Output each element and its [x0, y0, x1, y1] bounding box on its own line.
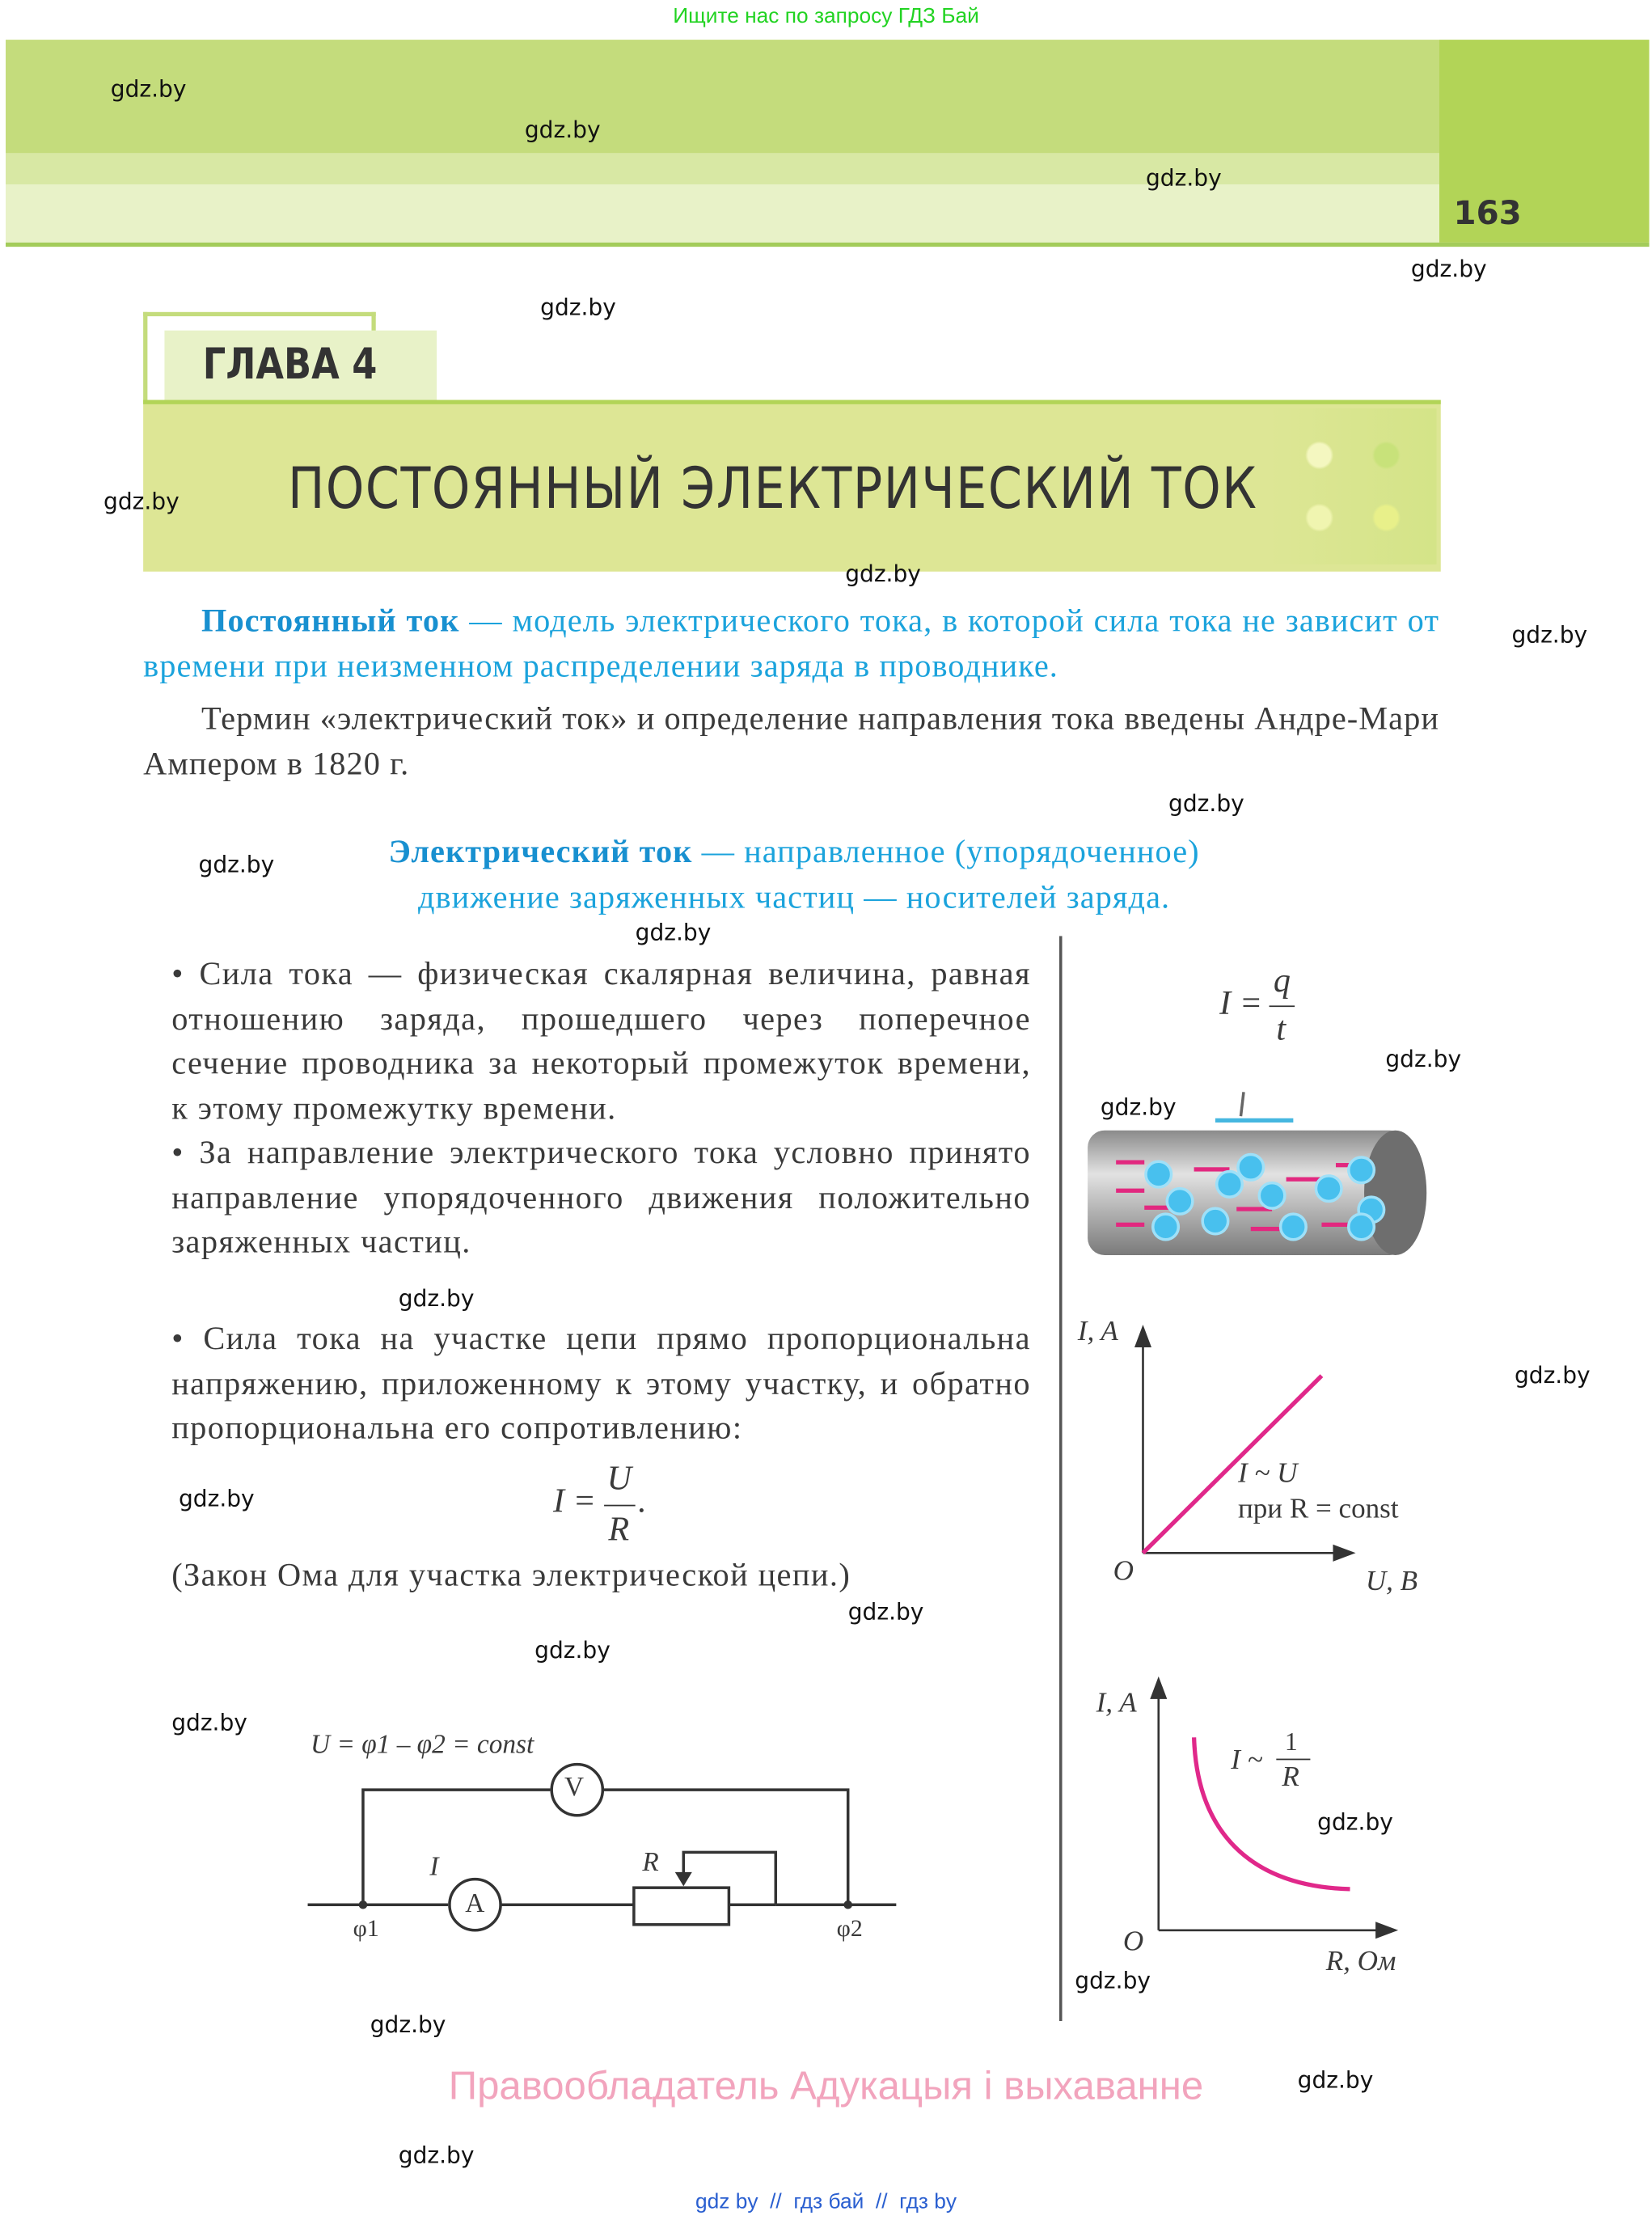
- watermark: gdz.by: [398, 2142, 475, 2169]
- graph-ir-x-label: R, Ом: [1325, 1946, 1396, 1977]
- voltmeter-label: V: [564, 1773, 585, 1803]
- watermark: gdz.by: [178, 1485, 255, 1512]
- watermark: gdz.by: [171, 1709, 247, 1736]
- watermark: gdz.by: [635, 919, 712, 946]
- watermark: gdz.by: [198, 851, 275, 878]
- graph-ir-origin: O: [1122, 1926, 1144, 1958]
- fraction-bar: [1270, 1005, 1295, 1007]
- fraction-bar: [1276, 1759, 1310, 1761]
- ohm-caption: (Закон Ома для участка электрической цепи.): [171, 1557, 851, 1593]
- header-stripe-light: [6, 184, 1439, 243]
- y-axis-arrow: [1150, 1676, 1167, 1699]
- ohm-lhs: I =: [552, 1483, 596, 1520]
- watermark: gdz.by: [370, 2010, 446, 2039]
- watermark: gdz.by: [1511, 621, 1588, 649]
- footer-links[interactable]: gdz by // гдз бай // гдз by: [695, 2189, 957, 2214]
- page-number: 163: [1453, 196, 1522, 233]
- watermark: gdz.by: [1075, 1967, 1151, 1994]
- phi2-label: φ2: [836, 1914, 863, 1942]
- watermark: gdz.by: [1297, 2066, 1374, 2094]
- fraction-bar: [604, 1505, 636, 1507]
- graph-ir-den: R: [1282, 1761, 1299, 1793]
- graph-iu-x-label: U, B: [1365, 1566, 1418, 1597]
- slider-arrow: [675, 1872, 692, 1887]
- copyright: Правообладатель Адукацыя і выхаванне: [448, 2063, 1204, 2108]
- watermark: gdz.by: [524, 116, 601, 144]
- watermark: gdz.by: [540, 294, 616, 321]
- graph-i-vs-u: [1078, 1304, 1447, 1588]
- bullet-current-direction: • За направление электрического тока условно принято направление упорядоченного движения положительно заряженных частиц.: [171, 1134, 1031, 1260]
- watermark: gdz.by: [1145, 164, 1222, 192]
- column-divider: [1059, 936, 1062, 2021]
- watermark: gdz.by: [1168, 789, 1244, 818]
- x-axis-arrow: [1333, 1545, 1355, 1562]
- ohm-den: R: [608, 1512, 630, 1550]
- current-label: I: [429, 1852, 439, 1883]
- definition-current-term: Электрический ток: [388, 834, 693, 870]
- history-paragraph: Термин «электрический ток» и определение направления тока введены Андре-Мари Ампером в 1820 г.: [143, 700, 1440, 781]
- graph-iu-condition: при R = const: [1237, 1493, 1399, 1525]
- search-banner[interactable]: Ищите нас по запросу ГДЗ Бай: [673, 4, 979, 29]
- watermark: gdz.by: [398, 1284, 475, 1313]
- current-lhs: I =: [1219, 985, 1263, 1023]
- ohm-end: .: [638, 1483, 647, 1520]
- watermark: gdz.by: [845, 560, 921, 588]
- watermark: gdz.by: [1385, 1045, 1462, 1072]
- graph-iu-relation: I ~ U: [1237, 1457, 1298, 1490]
- chapter-label: ГЛАВА 4: [202, 340, 378, 391]
- chapter-decoration: [1270, 408, 1437, 564]
- chapter-title: ПОСТОЯННЫЙ ЭЛЕКТРИЧЕСКИЙ ТОК: [288, 456, 1258, 522]
- graph-ir-relation: I ~: [1231, 1744, 1263, 1776]
- bullet-ohm: • Сила тока на участке цепи прямо пропорциональна напряжению, приложенному к этому участку, и обратно пропорциональна его сопротивлению:: [171, 1320, 1031, 1446]
- circuit-diagram: [298, 1759, 907, 1943]
- ohm-num: U: [606, 1461, 632, 1498]
- bullet-current-strength: • Сила тока — физическая скалярная величина, равная отношению заряда, прошедшего через поперечное сечение проводника за некоторый промежуток времени, к этому промежутку времени.: [171, 955, 1031, 1126]
- current-den: t: [1276, 1011, 1287, 1048]
- watermark: gdz.by: [1317, 1808, 1393, 1836]
- definition-current-line2: движение заряженных частиц — носителей заряда.: [417, 878, 1171, 915]
- watermark: gdz.by: [534, 1636, 611, 1664]
- x-axis-arrow: [1375, 1922, 1398, 1939]
- definition-dc-text: — модель электрического тока, в которой сила тока не зависит от времени при неизменном распределении заряда в проводнике.: [143, 603, 1440, 683]
- graph-iu-origin: O: [1113, 1555, 1134, 1588]
- definition-dc-term: Постоянный ток: [201, 603, 460, 639]
- graph-ir-num: 1: [1284, 1727, 1298, 1757]
- definition-current-line1: — направленное (упорядоченное): [692, 834, 1200, 870]
- y-axis-arrow: [1134, 1325, 1151, 1347]
- graph-ir-y-label: I, A: [1096, 1687, 1137, 1719]
- watermark: gdz.by: [1100, 1093, 1177, 1121]
- current-num: q: [1273, 962, 1291, 1000]
- resistor: [634, 1888, 729, 1925]
- watermark: gdz.by: [110, 74, 187, 103]
- header-rule: [6, 243, 1650, 247]
- definition-current: [227, 830, 1362, 919]
- header-band: [6, 40, 1439, 153]
- watermark: gdz.by: [1514, 1361, 1591, 1389]
- watermark: gdz.by: [847, 1598, 924, 1626]
- circuit-voltage-label: U = φ1 – φ2 = const: [311, 1730, 534, 1761]
- watermark: gdz.by: [1410, 255, 1487, 282]
- graph-iu-y-label: I, A: [1077, 1316, 1118, 1348]
- definition-dc: [143, 598, 1439, 687]
- header-stripe: [6, 153, 1439, 184]
- watermark: gdz.by: [104, 488, 180, 515]
- resistor-label: R: [642, 1848, 659, 1878]
- phi1-label: φ1: [353, 1914, 379, 1942]
- ammeter-label: A: [465, 1888, 485, 1919]
